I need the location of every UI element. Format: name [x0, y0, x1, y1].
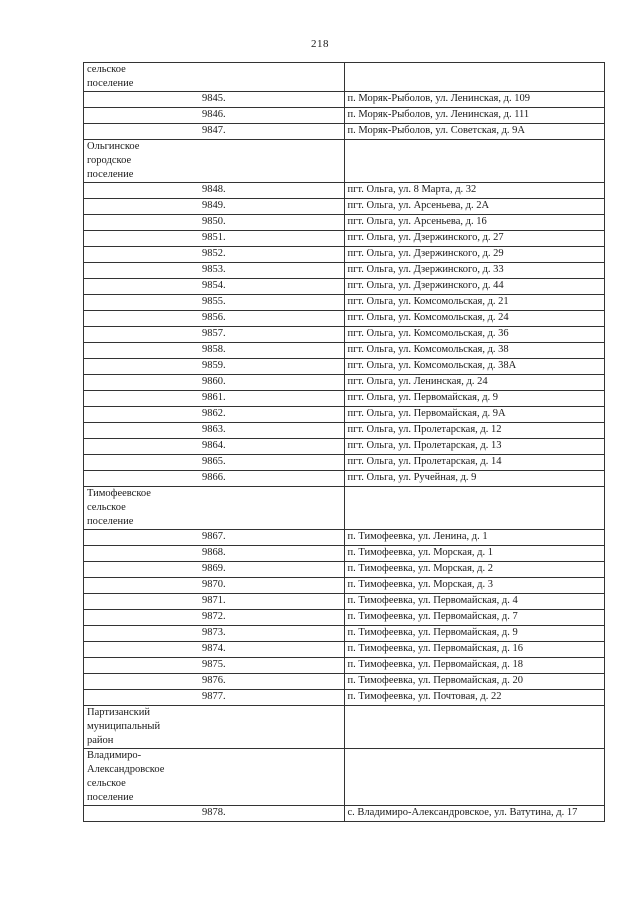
- section-empty-cell: [344, 140, 605, 183]
- entry-address: пгт. Ольга, ул. Комсомольская, д. 38А: [344, 359, 605, 375]
- table-row: [84, 279, 605, 295]
- section-title-line: сельское: [87, 502, 126, 513]
- section-title-line: сельское: [87, 778, 126, 789]
- entry-address: пгт. Ольга, ул. Дзержинского, д. 29: [344, 247, 605, 263]
- entry-number: 9864.: [84, 439, 345, 455]
- table-row: [84, 455, 605, 471]
- table-row: [84, 423, 605, 439]
- table-row: [84, 658, 605, 674]
- table-row: [84, 215, 605, 231]
- section-row: [84, 140, 605, 183]
- section-title-line: Тимофеевское: [87, 488, 151, 499]
- entry-address: пгт. Ольга, ул. Пролетарская, д. 14: [344, 455, 605, 471]
- entry-address: с. Владимиро-Александровское, ул. Ватутина, д. 17: [344, 806, 605, 822]
- entry-number: 9853.: [84, 263, 345, 279]
- entry-number: 9846.: [84, 108, 345, 124]
- entry-address: пгт. Ольга, ул. Дзержинского, д. 33: [344, 263, 605, 279]
- table-row: [84, 263, 605, 279]
- entry-address: пгт. Ольга, ул. Первомайская, д. 9: [344, 391, 605, 407]
- table-row: [84, 806, 605, 822]
- table-row: [84, 108, 605, 124]
- section-row: [84, 63, 605, 92]
- entry-number: 9876.: [84, 674, 345, 690]
- section-title-line: поселение: [87, 78, 134, 89]
- page-number: 218: [311, 38, 329, 50]
- section-title-line: Владимиро-: [87, 750, 142, 761]
- entry-number: 9852.: [84, 247, 345, 263]
- table-row: [84, 407, 605, 423]
- section-title-line: поселение: [87, 792, 134, 803]
- section-row: [84, 487, 605, 530]
- entry-number: 9862.: [84, 407, 345, 423]
- entry-number: 9854.: [84, 279, 345, 295]
- table-row: [84, 231, 605, 247]
- section-title: [84, 140, 345, 183]
- entry-number: 9845.: [84, 92, 345, 108]
- entry-number: 9860.: [84, 375, 345, 391]
- section-title-line: сельское: [87, 64, 126, 75]
- entry-number: 9874.: [84, 642, 345, 658]
- entry-number: 9865.: [84, 455, 345, 471]
- section-empty-cell: [344, 706, 605, 749]
- table-row: [84, 594, 605, 610]
- entry-address: п. Тимофеевка, ул. Первомайская, д. 20: [344, 674, 605, 690]
- table-row: [84, 626, 605, 642]
- entry-number: 9866.: [84, 471, 345, 487]
- entry-address: пгт. Ольга, ул. Комсомольская, д. 21: [344, 295, 605, 311]
- section-title: [84, 749, 345, 806]
- table-row: [84, 674, 605, 690]
- table-row: [84, 546, 605, 562]
- entry-address: пгт. Ольга, ул. Ленинская, д. 24: [344, 375, 605, 391]
- entry-address: пгт. Ольга, ул. Комсомольская, д. 24: [344, 311, 605, 327]
- entry-address: пгт. Ольга, ул. Дзержинского, д. 44: [344, 279, 605, 295]
- entry-number: 9869.: [84, 562, 345, 578]
- table-row: [84, 295, 605, 311]
- entry-number: 9861.: [84, 391, 345, 407]
- entry-address: п. Тимофеевка, ул. Первомайская, д. 18: [344, 658, 605, 674]
- entry-number: 9850.: [84, 215, 345, 231]
- entry-number: 9849.: [84, 199, 345, 215]
- section-title-line: Ольгинское: [87, 141, 140, 152]
- section-empty-cell: [344, 63, 605, 92]
- entry-address: п. Тимофеевка, ул. Первомайская, д. 4: [344, 594, 605, 610]
- table-row: [84, 124, 605, 140]
- registry-body: [84, 63, 605, 822]
- entry-number: 9851.: [84, 231, 345, 247]
- section-empty-cell: [344, 487, 605, 530]
- table-row: [84, 610, 605, 626]
- section-title-line: городское: [87, 155, 132, 166]
- entry-number: 9878.: [84, 806, 345, 822]
- entry-address: пгт. Ольга, ул. Арсеньева, д. 16: [344, 215, 605, 231]
- table-row: [84, 327, 605, 343]
- entry-number: 9847.: [84, 124, 345, 140]
- table-row: [84, 343, 605, 359]
- entry-number: 9871.: [84, 594, 345, 610]
- table-row: [84, 439, 605, 455]
- entry-address: п. Тимофеевка, ул. Первомайская, д. 16: [344, 642, 605, 658]
- entry-address: п. Тимофеевка, ул. Почтовая, д. 22: [344, 690, 605, 706]
- section-title-line: район: [87, 735, 114, 746]
- table-row: [84, 642, 605, 658]
- table-row: [84, 311, 605, 327]
- table-row: [84, 247, 605, 263]
- section-title: [84, 63, 345, 92]
- entry-number: 9856.: [84, 311, 345, 327]
- entry-number: 9863.: [84, 423, 345, 439]
- section-title-line: поселение: [87, 516, 134, 527]
- table-row: [84, 471, 605, 487]
- section-title-line: Партизанский: [87, 707, 150, 718]
- entry-number: 9877.: [84, 690, 345, 706]
- entry-number: 9858.: [84, 343, 345, 359]
- entry-address: п. Тимофеевка, ул. Морская, д. 2: [344, 562, 605, 578]
- section-row: [84, 749, 605, 806]
- table-row: [84, 391, 605, 407]
- entry-address: п. Тимофеевка, ул. Морская, д. 1: [344, 546, 605, 562]
- entry-number: 9873.: [84, 626, 345, 642]
- table-row: [84, 92, 605, 108]
- entry-number: 9868.: [84, 546, 345, 562]
- entry-address: пгт. Ольга, ул. Пролетарская, д. 13: [344, 439, 605, 455]
- section-title-line: Александровское: [87, 764, 165, 775]
- section-title-line: поселение: [87, 169, 134, 180]
- entry-address: пгт. Ольга, ул. Ручейная, д. 9: [344, 471, 605, 487]
- entry-address: пгт. Ольга, ул. Комсомольская, д. 36: [344, 327, 605, 343]
- table-row: [84, 359, 605, 375]
- address-registry-table: [83, 62, 605, 822]
- table-row: [84, 375, 605, 391]
- entry-number: 9857.: [84, 327, 345, 343]
- entry-address: пгт. Ольга, ул. Арсеньева, д. 2А: [344, 199, 605, 215]
- entry-address: пгт. Ольга, ул. Пролетарская, д. 12: [344, 423, 605, 439]
- table-row: [84, 199, 605, 215]
- section-row: [84, 706, 605, 749]
- table-row: [84, 183, 605, 199]
- entry-address: п. Моряк-Рыболов, ул. Ленинская, д. 109: [344, 92, 605, 108]
- section-title: [84, 487, 345, 530]
- entry-address: пгт. Ольга, ул. Дзержинского, д. 27: [344, 231, 605, 247]
- section-title: [84, 706, 345, 749]
- entry-number: 9872.: [84, 610, 345, 626]
- entry-number: 9848.: [84, 183, 345, 199]
- entry-address: пгт. Ольга, ул. Комсомольская, д. 38: [344, 343, 605, 359]
- entry-address: пгт. Ольга, ул. 8 Марта, д. 32: [344, 183, 605, 199]
- entry-number: 9875.: [84, 658, 345, 674]
- entry-number: 9855.: [84, 295, 345, 311]
- entry-number: 9870.: [84, 578, 345, 594]
- entry-address: пгт. Ольга, ул. Первомайская, д. 9А: [344, 407, 605, 423]
- entry-number: 9867.: [84, 530, 345, 546]
- entry-address: п. Тимофеевка, ул. Ленина, д. 1: [344, 530, 605, 546]
- table-row: [84, 578, 605, 594]
- entry-address: п. Тимофеевка, ул. Первомайская, д. 7: [344, 610, 605, 626]
- table-row: [84, 562, 605, 578]
- entry-number: 9859.: [84, 359, 345, 375]
- entry-address: п. Моряк-Рыболов, ул. Ленинская, д. 111: [344, 108, 605, 124]
- entry-address: п. Тимофеевка, ул. Морская, д. 3: [344, 578, 605, 594]
- section-title-line: муниципальный: [87, 721, 161, 732]
- table-row: [84, 530, 605, 546]
- section-empty-cell: [344, 749, 605, 806]
- entry-address: п. Тимофеевка, ул. Первомайская, д. 9: [344, 626, 605, 642]
- table-row: [84, 690, 605, 706]
- entry-address: п. Моряк-Рыболов, ул. Советская, д. 9А: [344, 124, 605, 140]
